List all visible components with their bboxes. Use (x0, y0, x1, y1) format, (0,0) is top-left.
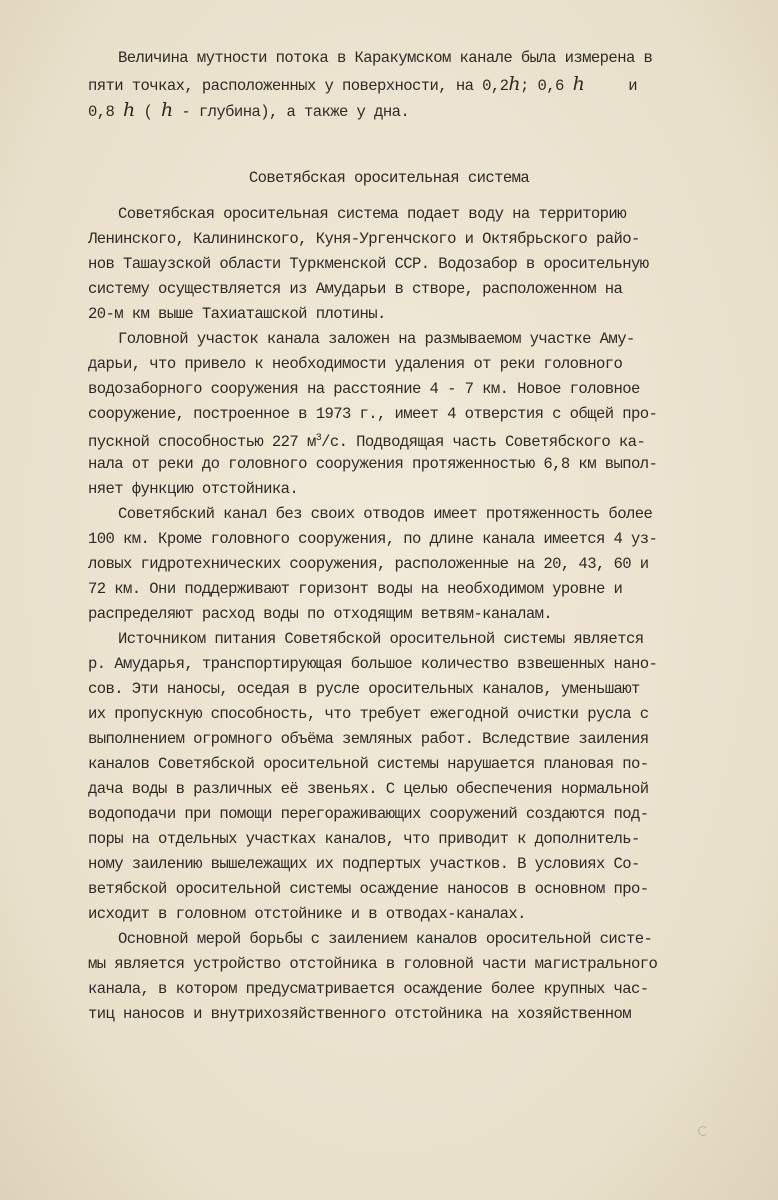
body-text: Советябская оросительная система подает воду на территорию (118, 205, 626, 223)
body-line: их пропускную способность, что требует ежегодной очистки русла с (88, 705, 649, 723)
body-line (88, 327, 748, 351)
intro-text: пяти точках, расположенных у поверхности, на 0,2 (88, 77, 509, 95)
body-line: р. Амударья, транспортирующая большое количество взвешенных нано- (88, 655, 658, 673)
body-line: мы является устройство отстойника в головной части магистрального (88, 955, 658, 973)
body-line (88, 427, 748, 454)
depth-symbol: h (508, 73, 521, 95)
body-line: канала, в котором предусматривается осаждение более крупных час- (88, 980, 649, 998)
intro-text: ; 0,6 (520, 77, 564, 95)
body-line: систему осуществляется из Амударьи в створе, расположенном на (88, 280, 623, 298)
section-title: Советябская оросительная система (248, 169, 530, 187)
body-line: 72 км. Они поддерживают горизонт воды на необходимом уровне и (88, 580, 623, 598)
body-line: водоподачи при помощи перегораживающих сооружений создаются под- (88, 805, 649, 823)
body-line: водозаборного сооружения на расстояние 4 - 7 км. Новое головное (88, 380, 640, 398)
intro-line-1 (88, 46, 748, 70)
body-text: Головной участок канала заложен на размываемом участке Аму- (118, 330, 635, 348)
body-line: дача воды в различных её звеньях. С целью обеспечения нормальной (88, 780, 649, 798)
body-line (88, 627, 748, 651)
body-line: сов. Эти наносы, оседая в русле оросительных каналов, уменьшают (88, 680, 640, 698)
body-line: нала от реки до головного сооружения протяженностью 6,8 км выпол- (88, 455, 658, 473)
body-line: тиц наносов и внутрихозяйственного отстойника на хозяйственном (88, 1005, 631, 1023)
depth-symbol: h (160, 99, 173, 121)
body-line: поры на отдельных участках каналов, что приводит к дополнитель- (88, 830, 640, 848)
intro-text: 0,8 (88, 103, 115, 121)
depth-symbol: h (572, 73, 585, 95)
body-line: Ленинского, Калининского, Куня-Ургенчского и Октябрьского райо- (88, 230, 640, 248)
depth-symbol: h (123, 99, 135, 121)
body-line: нов Ташаузской области Туркменской ССР. Водозабор в оросительную (88, 255, 649, 273)
body-line (88, 502, 748, 526)
body-text: Советябский канал без своих отводов имеет протяженность более (118, 505, 653, 523)
body-line: исходит в головном отстойнике и в отводах-каналах. (88, 905, 526, 923)
body-text: Основной мерой борьбы с заилением каналов оросительной систе- (118, 930, 653, 948)
body-line: няет функцию отстойника. (88, 480, 299, 498)
body-line: 20-м км выше Тахиаташской плотины. (88, 305, 386, 323)
paper-speck-mark (698, 1126, 708, 1136)
intro-line-3 (88, 98, 748, 124)
body-line: каналов Советябской оросительной системы нарушается плановая по- (88, 755, 649, 773)
body-text: пускной способностью 227 м (88, 433, 316, 451)
body-text: Источником питания Советябской оросительной системы является (118, 630, 644, 648)
body-line: распределяют расход воды по отходящим ветвям-каналам. (88, 605, 553, 623)
body-line: ветябской оросительной системы осаждение наносов в основном про- (88, 880, 649, 898)
body-line: выполнением огромного объёма земляных работ. Вследствие заиления (88, 730, 649, 748)
superscript: 3 (315, 433, 322, 444)
intro-text: и (628, 77, 637, 95)
intro-text: Величина мутности потока в Каракумском канале была измерена в (118, 49, 653, 67)
body-line: 100 км. Кроме головного сооружения, по длине канала имеется 4 уз- (88, 530, 658, 548)
body-line: дарьи, что привело к необходимости удаления от реки головного (88, 355, 623, 373)
body-line (88, 202, 748, 226)
intro-text: ( (143, 103, 153, 121)
body-line (88, 927, 748, 951)
body-line: ному заилению вышележащих их подпертых участков. В условиях Со- (88, 855, 640, 873)
intro-line-2 (88, 72, 748, 98)
intro-text: - глубина), а также у дна. (181, 103, 410, 121)
body-line: ловых гидротехнических сооружения, расположенные на 20, 43, 60 и (88, 555, 649, 573)
body-line: сооружение, построенное в 1973 г., имеет 4 отверстия с общей про- (88, 405, 658, 423)
body-text: /с. Подводящая часть Советябского ка- (321, 433, 646, 451)
